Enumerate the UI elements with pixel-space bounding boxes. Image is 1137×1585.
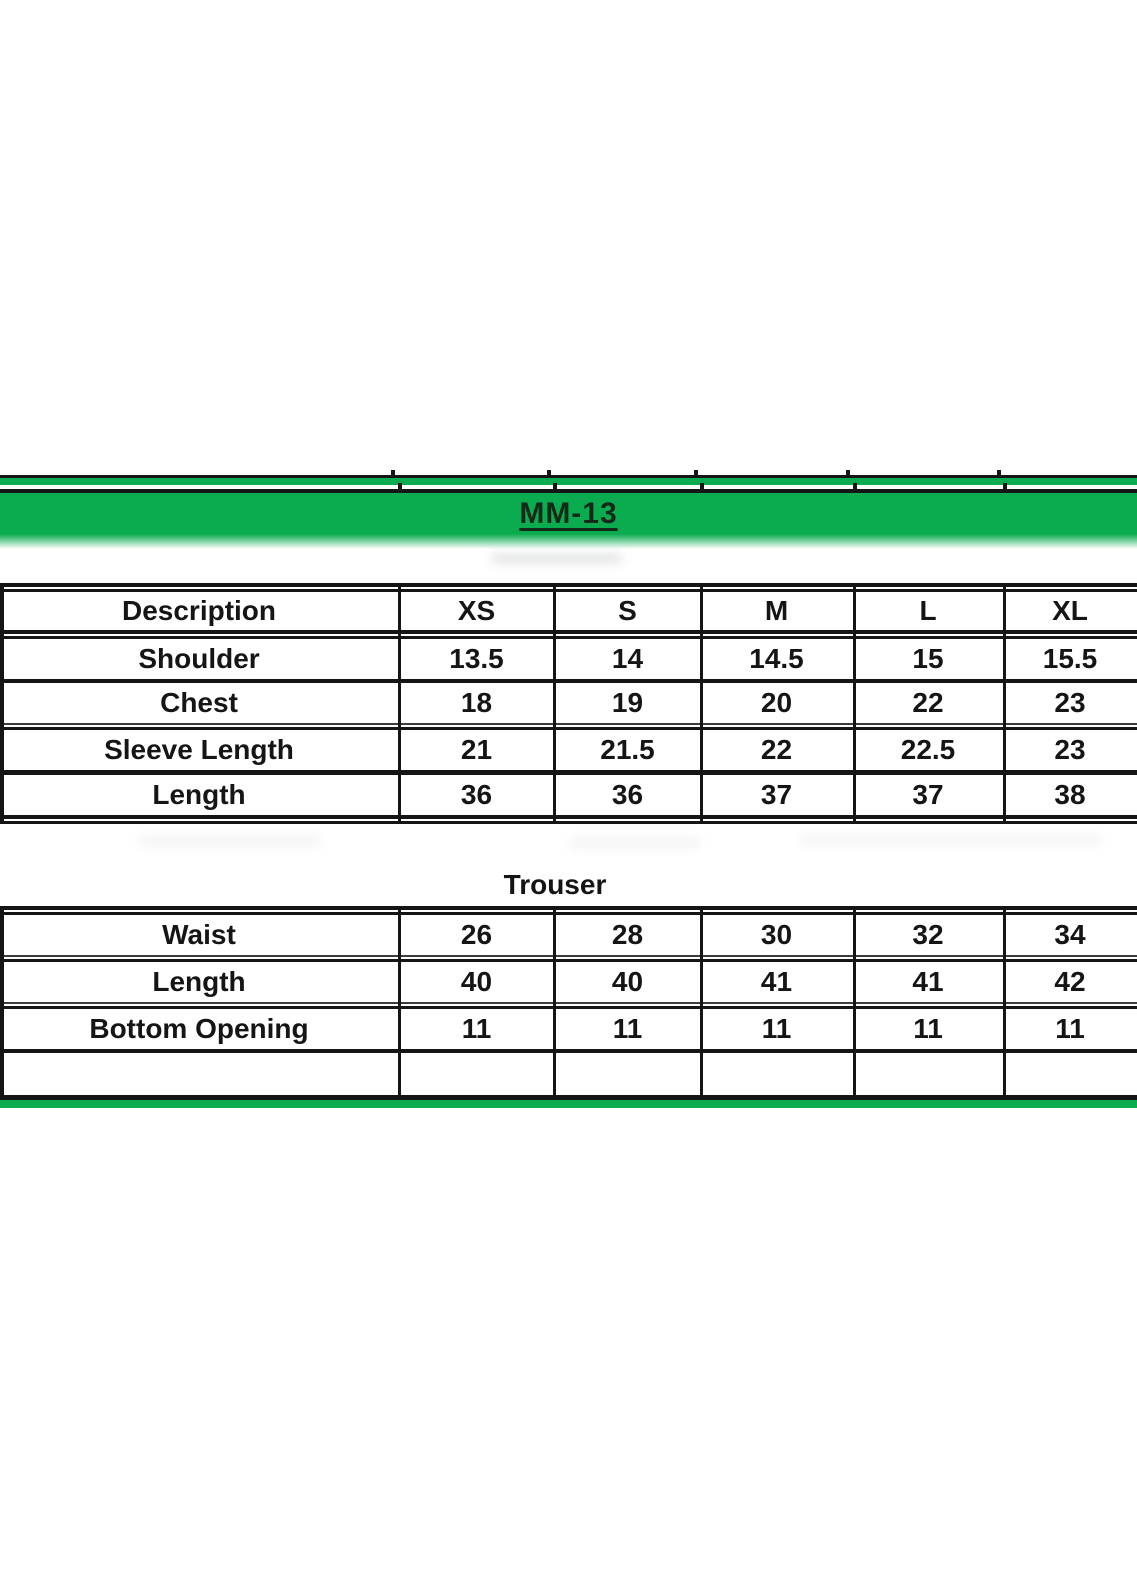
header-cell-l: L bbox=[919, 595, 937, 626]
value-cell: 13.5 bbox=[449, 643, 504, 674]
value-cell: 11 bbox=[913, 1013, 943, 1044]
table-border bbox=[0, 815, 1137, 824]
value-cell: 28 bbox=[611, 919, 644, 950]
value-cell: 11 bbox=[612, 1013, 643, 1044]
value-cell: 18 bbox=[460, 687, 493, 718]
column-divider bbox=[853, 906, 856, 1095]
title-banner bbox=[0, 493, 1137, 534]
value-cell: 14 bbox=[611, 643, 644, 674]
value-cell: 22 bbox=[912, 687, 944, 718]
value-cell: 34 bbox=[1054, 919, 1086, 950]
print-smudge bbox=[570, 838, 700, 848]
value-cell: 32 bbox=[912, 919, 944, 950]
value-cell: 14.5 bbox=[749, 643, 804, 674]
column-divider bbox=[0, 583, 4, 824]
print-smudge bbox=[800, 835, 1100, 845]
table-row-empty bbox=[0, 1053, 1137, 1095]
column-divider bbox=[553, 906, 556, 1095]
row-label: Bottom Opening bbox=[89, 1013, 309, 1044]
column-divider bbox=[398, 583, 401, 824]
value-cell: 11 bbox=[761, 1013, 792, 1044]
header-row bbox=[0, 592, 1137, 630]
value-cell: 38 bbox=[1054, 779, 1086, 810]
value-cell: 11 bbox=[461, 1013, 492, 1044]
value-cell: 11 bbox=[1055, 1013, 1085, 1044]
column-divider bbox=[1003, 906, 1006, 1095]
row-label: Length bbox=[152, 966, 246, 997]
column-divider bbox=[700, 906, 703, 1095]
print-smudge bbox=[492, 553, 622, 564]
trouser-size-table bbox=[0, 906, 1137, 1108]
row-label: Sleeve Length bbox=[104, 734, 294, 765]
header-cell-m: M bbox=[764, 595, 789, 626]
column-divider bbox=[553, 583, 556, 824]
value-cell: 21.5 bbox=[600, 734, 655, 765]
trouser-section-heading: Trouser bbox=[503, 869, 607, 900]
table-row-shoulder bbox=[0, 639, 1137, 679]
value-cell: 22 bbox=[760, 734, 793, 765]
value-cell: 15.5 bbox=[1042, 643, 1098, 674]
value-cell: 30 bbox=[760, 919, 793, 950]
row-separator bbox=[0, 1002, 1137, 1009]
value-cell: 26 bbox=[460, 919, 493, 950]
value-cell: 15 bbox=[912, 643, 944, 674]
table-border bbox=[0, 583, 1137, 592]
row-separator bbox=[0, 955, 1137, 962]
value-cell: 22.5 bbox=[900, 734, 956, 765]
banner-green-sliver bbox=[0, 478, 1137, 485]
value-cell: 19 bbox=[611, 687, 644, 718]
row-separator bbox=[0, 630, 1137, 639]
bottom-green-strip bbox=[0, 1100, 1137, 1108]
column-divider bbox=[700, 583, 703, 824]
header-cell-xs: XS bbox=[457, 595, 496, 626]
value-cell: 23 bbox=[1054, 734, 1086, 765]
value-cell: 41 bbox=[760, 966, 793, 997]
product-code-title: MM-13 bbox=[519, 496, 618, 530]
row-separator bbox=[0, 723, 1137, 730]
print-smudge bbox=[140, 836, 320, 846]
value-cell: 37 bbox=[760, 779, 793, 810]
value-cell: 40 bbox=[611, 966, 644, 997]
column-divider bbox=[853, 583, 856, 824]
value-cell: 21 bbox=[460, 734, 493, 765]
header-cell-s: S bbox=[618, 595, 637, 626]
header-cell-xl: XL bbox=[1052, 595, 1088, 626]
shirt-size-table bbox=[0, 583, 1137, 824]
table-row-length bbox=[0, 775, 1137, 815]
value-cell: 37 bbox=[912, 779, 944, 810]
header-cell-description: Description bbox=[121, 595, 277, 626]
value-cell: 41 bbox=[912, 966, 944, 997]
table-row-chest bbox=[0, 683, 1137, 723]
value-cell: 36 bbox=[460, 779, 493, 810]
row-label: Shoulder bbox=[138, 643, 260, 674]
value-cell: 23 bbox=[1054, 687, 1086, 718]
row-label: Length bbox=[152, 779, 246, 810]
value-cell: 20 bbox=[760, 687, 793, 718]
row-label: Chest bbox=[160, 687, 238, 718]
table-row-waist bbox=[0, 915, 1137, 955]
row-label: Waist bbox=[162, 919, 236, 950]
table-row-trouser-length bbox=[0, 962, 1137, 1002]
value-cell: 36 bbox=[611, 779, 644, 810]
table-row-sleeve-length bbox=[0, 730, 1137, 770]
value-cell: 40 bbox=[460, 966, 493, 997]
column-divider bbox=[398, 906, 401, 1095]
table-row-bottom-opening bbox=[0, 1009, 1137, 1049]
banner-fade-edge bbox=[0, 534, 1137, 549]
column-divider bbox=[1003, 583, 1006, 824]
value-cell: 42 bbox=[1054, 966, 1086, 997]
table-border bbox=[0, 906, 1137, 915]
column-divider bbox=[0, 906, 4, 1095]
